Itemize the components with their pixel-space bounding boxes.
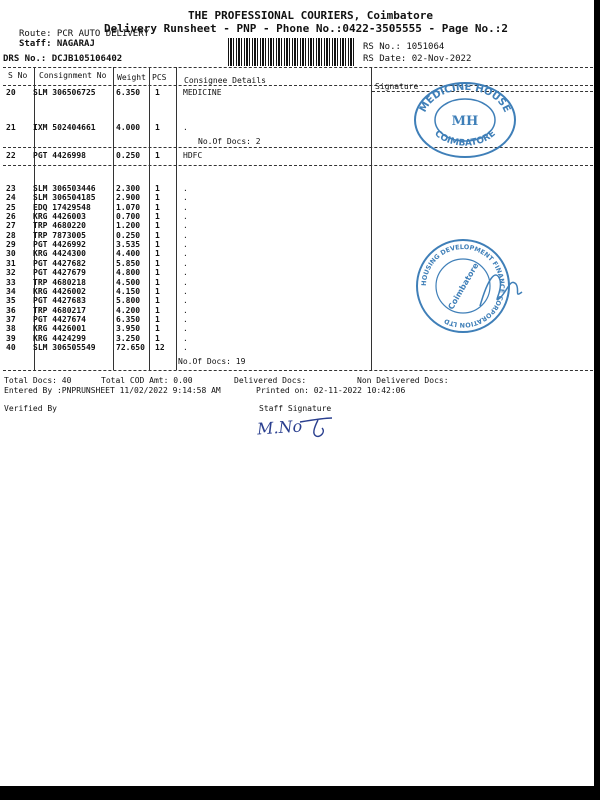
row-consignment-no: KRG 4426003 [33, 212, 86, 222]
delivered-docs: Delivered Docs: [234, 376, 307, 385]
row-consignment-no: PGT 4427683 [33, 296, 86, 306]
row-consignee: . [183, 249, 188, 259]
row-pcs: 1 [155, 221, 160, 231]
row-weight: 5.850 [116, 258, 141, 268]
row-sno: 40 [6, 342, 16, 352]
non-delivered-docs: Non Delivered Docs: [357, 376, 449, 385]
row-weight: 2.900 [116, 193, 141, 203]
stamp2-center-text: Coimbatore [446, 261, 481, 312]
row-pcs: 1 [155, 202, 160, 212]
medicine-house-stamp [412, 80, 518, 160]
total-cod-amount: Total COD Amt: 0.00 [101, 376, 193, 385]
stamp2-ring-text: HOUSING DEVELOPMENT FINANCE CORPORATION LTD [419, 242, 507, 330]
row-weight: 2.300 [116, 184, 141, 193]
row-sno: 28 [6, 230, 16, 240]
runsheet-title: Delivery Runsheet - PNP - Phone No.:0422-3505555 - Page No.:2 [104, 22, 508, 35]
svg-text:COIMBATORE [432, 129, 497, 149]
row-consignment-no: TRP 4680220 [33, 221, 86, 231]
row-sno: 36 [6, 305, 16, 315]
scan-edge-right [594, 0, 600, 800]
row-pcs: 1 [155, 151, 160, 160]
row-pcs: 1 [155, 286, 160, 296]
row-consignment-no: PGT 4427674 [33, 314, 86, 324]
row-consignment-no: TRP 4680218 [33, 277, 86, 287]
row-weight: 4.500 [116, 277, 141, 287]
row-consignee: . [183, 333, 188, 343]
row-weight: 4.150 [116, 286, 141, 296]
row-consignee: MEDICINE [183, 88, 222, 97]
col-header-weight: Weight [117, 73, 146, 82]
row-pcs: 1 [155, 277, 160, 287]
row-sno: 27 [6, 221, 16, 231]
table-row [0, 343, 600, 353]
row-consignee: . [183, 193, 188, 203]
entered-by: Entered By :PNPRUNSHEET 11/02/2022 9:14:58 AM [4, 386, 221, 395]
row-consignee: . [183, 296, 188, 306]
row-consignee: . [183, 277, 188, 287]
row-weight: 5.800 [116, 296, 141, 306]
col-header-sno: S No [8, 71, 28, 80]
row-consignee: . [183, 268, 188, 278]
route: Route: PCR AUTO DELIVERY [19, 29, 150, 39]
row-sno: 35 [6, 296, 16, 306]
row-consignment-no: PGT 4426992 [33, 240, 86, 250]
col-header-consignee: Consignee Details [184, 76, 266, 85]
row-pcs: 1 [155, 184, 160, 193]
row-weight: 3.250 [116, 333, 141, 343]
row-sno: 31 [6, 258, 16, 268]
row-weight: 1.070 [116, 202, 141, 212]
row-sno: 34 [6, 286, 16, 296]
row-sno: 25 [6, 202, 16, 212]
row-pcs: 1 [155, 212, 160, 222]
row-weight: 6.350 [116, 314, 141, 324]
svg-text:MEDICINE HOUSE [418, 82, 513, 114]
row-consignment-no: PGT 4426998 [33, 151, 86, 160]
row-pcs: 1 [155, 249, 160, 259]
row-pcs: 1 [155, 333, 160, 343]
row-weight: 0.250 [116, 230, 141, 240]
row-consignee: . [183, 342, 188, 352]
staff-name: Staff: NAGARAJ [19, 39, 95, 49]
stamp1-top-text: MEDICINE HOUSE [417, 81, 513, 115]
row-sno: 23 [6, 184, 16, 193]
row-sno: 21 [6, 123, 16, 132]
row-consignee: . [183, 305, 188, 315]
row-consignment-no: SLM 306504185 [33, 193, 96, 203]
company-name: THE PROFESSIONAL COURIERS, Coimbatore [188, 9, 434, 22]
total-docs: Total Docs: 40 [4, 376, 72, 385]
row-consignee: . [183, 240, 188, 250]
col-header-pcs: PCS [152, 73, 167, 82]
printed-on: Printed on: 02-11-2022 10:42:06 [256, 386, 406, 395]
row-weight: 0.250 [116, 151, 141, 160]
row-sno: 32 [6, 268, 16, 278]
row-pcs: 1 [155, 324, 160, 334]
row-consignee: . [183, 286, 188, 296]
row-pcs: 1 [155, 268, 160, 278]
row-weight: 0.700 [116, 212, 141, 222]
rs-date: RS Date: 02-Nov-2022 [363, 54, 472, 64]
row-pcs: 1 [155, 305, 160, 315]
row-consignee: . [183, 324, 188, 334]
row-sno: 39 [6, 333, 16, 343]
row-consignee: . [183, 202, 188, 212]
row-pcs: 1 [155, 230, 160, 240]
row-weight: 4.400 [116, 249, 141, 259]
scan-edge-bottom [0, 786, 600, 800]
row-consignee: . [183, 123, 188, 132]
row-weight: 3.535 [116, 240, 141, 250]
row-consignee: HDFC [183, 151, 203, 160]
docs-count-group1: No.Of Docs: 2 [198, 137, 261, 146]
rs-number: RS No.: 1051064 [363, 42, 445, 52]
row-sno: 24 [6, 193, 16, 203]
row-pcs: 1 [155, 240, 160, 250]
row-weight: 4.200 [116, 305, 141, 315]
row-sno: 22 [6, 151, 16, 160]
col-header-consignment: Consignment No [39, 71, 107, 80]
stamp1-bottom-text: COIMBATORE [432, 128, 498, 149]
row-weight: 6.350 [116, 88, 141, 97]
row-sno: 20 [6, 88, 16, 97]
row-pcs: 1 [155, 258, 160, 268]
row-consignment-no: EDQ 17429548 [33, 202, 91, 212]
row-consignee: . [183, 258, 188, 268]
row-consignment-no: IXM 502404661 [33, 123, 96, 132]
row-sno: 29 [6, 240, 16, 250]
row-consignee: . [183, 184, 188, 193]
row-weight: 4.000 [116, 123, 141, 132]
row-pcs: 1 [155, 123, 160, 132]
col-header-signature: Signature [375, 82, 419, 91]
row-consignee: . [183, 314, 188, 324]
row-consignment-no: TRP 4680217 [33, 305, 86, 315]
row-weight: 72.650 [116, 342, 145, 352]
row-consignment-no: PGT 4427679 [33, 268, 86, 278]
row-consignee: . [183, 221, 188, 231]
verified-by-label: Verified By [4, 404, 57, 413]
docs-count-group2: No.Of Docs: 19 [178, 357, 246, 366]
row-consignment-no: TRP 7873005 [33, 230, 86, 240]
row-pcs: 12 [155, 342, 165, 352]
stamp-signature-scribble [470, 258, 530, 318]
group-divider-2 [3, 165, 593, 166]
row-consignment-no: KRG 4424299 [33, 333, 86, 343]
row-sno: 33 [6, 277, 16, 287]
row-consignment-no: PGT 4427682 [33, 258, 86, 268]
row-consignment-no: SLM 306506725 [33, 88, 96, 97]
row-sno: 26 [6, 212, 16, 222]
row-consignment-no: SLM 306503446 [33, 184, 96, 193]
row-pcs: 1 [155, 314, 160, 324]
signature-flourish [296, 414, 336, 440]
table-bottom-rule [3, 370, 593, 371]
row-sno: 30 [6, 249, 16, 259]
row-consignment-no: KRG 4426001 [33, 324, 86, 334]
row-consignment-no: SLM 306505549 [33, 342, 96, 352]
barcode [228, 38, 354, 66]
row-consignee: . [183, 212, 188, 222]
row-weight: 1.200 [116, 221, 141, 231]
row-sno: 38 [6, 324, 16, 334]
staff-signature-label: Staff Signature [259, 404, 332, 413]
row-weight: 4.800 [116, 268, 141, 278]
row-pcs: 1 [155, 296, 160, 306]
row-pcs: 1 [155, 88, 160, 97]
row-weight: 3.950 [116, 324, 141, 334]
row-sno: 37 [6, 314, 16, 324]
staff-signature-handwritten: M.No [256, 416, 303, 439]
table-top-rule [3, 67, 593, 68]
drs-number: DRS No.: DCJB105106402 [3, 54, 123, 64]
row-consignment-no: KRG 4424300 [33, 249, 86, 259]
row-consignee: . [183, 230, 188, 240]
row-pcs: 1 [155, 193, 160, 203]
stamp1-center-text: MH [451, 114, 479, 129]
row-consignment-no: KRG 4426002 [33, 286, 86, 296]
